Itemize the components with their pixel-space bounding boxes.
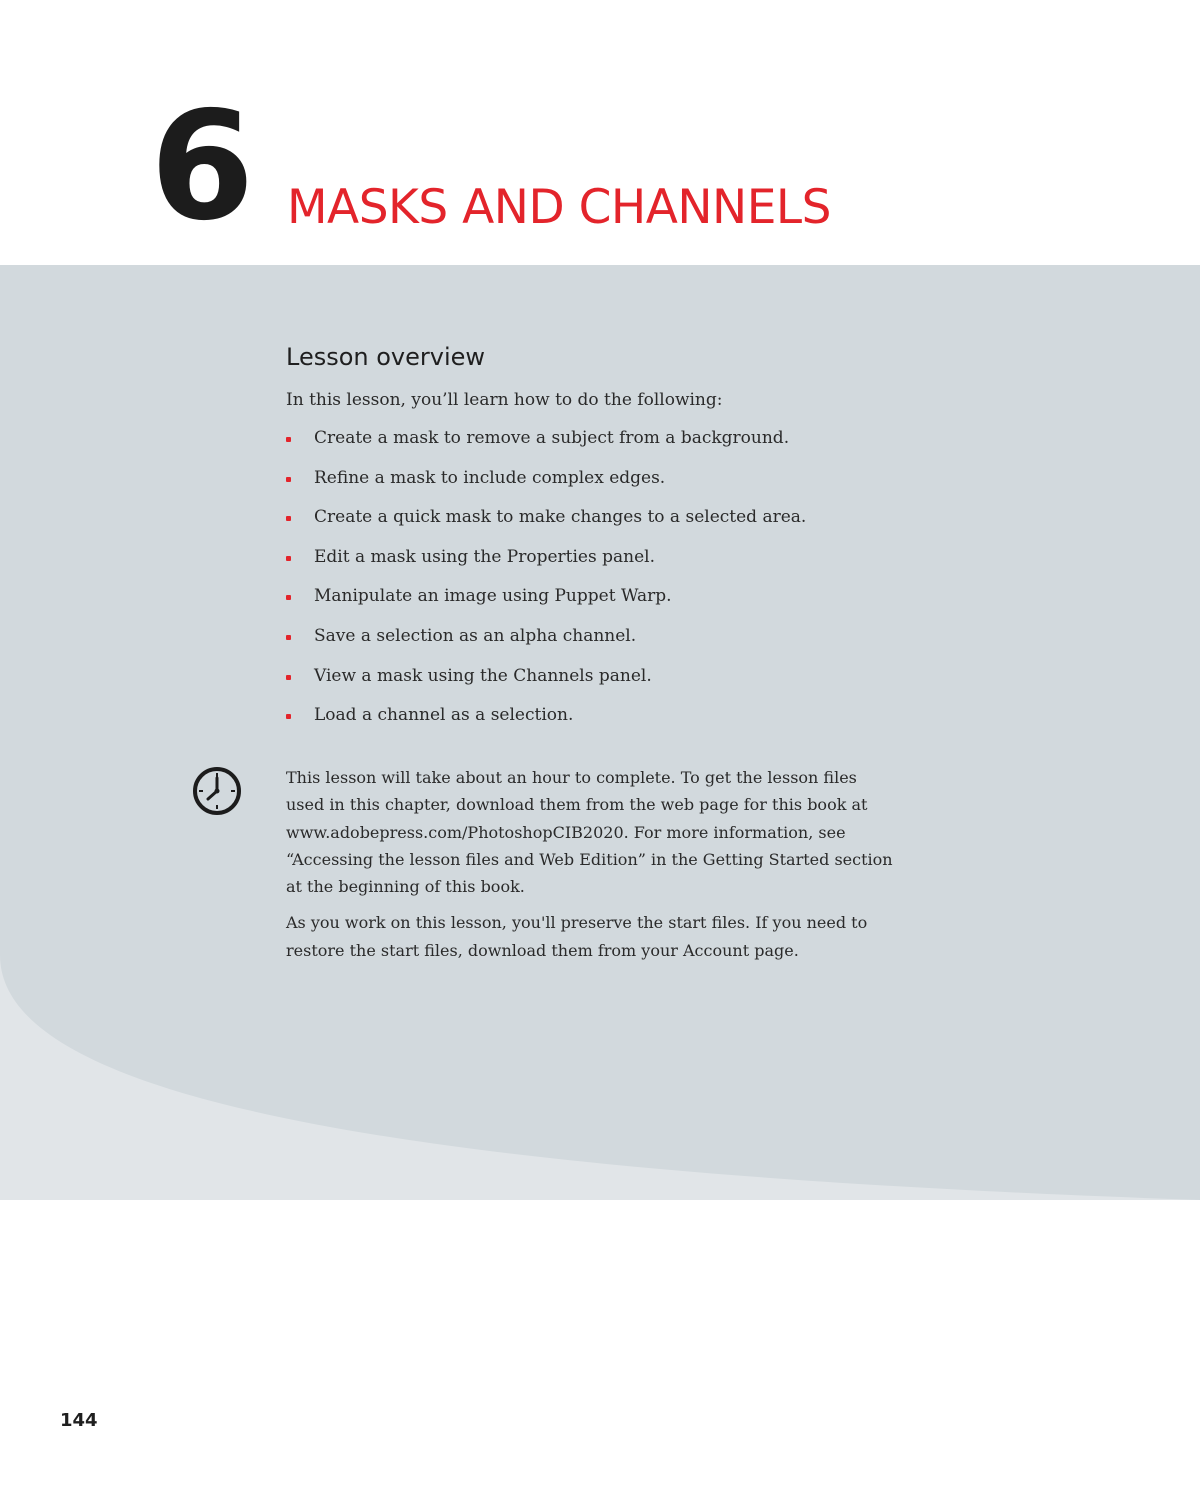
- list-item-text: Save a selection as an alpha channel.: [314, 625, 637, 646]
- bullet-icon: [286, 516, 291, 521]
- list-item-text: Refine a mask to include complex edges.: [314, 467, 666, 488]
- clock-icon: [192, 766, 242, 821]
- list-item-text: Create a quick mask to make changes to a selected area.: [314, 507, 807, 528]
- list-item-text: Edit a mask using the Properties panel.: [314, 546, 655, 567]
- lesson-note: [286, 764, 896, 973]
- bullet-icon: [286, 675, 291, 680]
- lesson-overview-heading: Lesson overview: [286, 343, 486, 371]
- objectives-list: [286, 428, 806, 745]
- list-item: [286, 705, 806, 745]
- bullet-icon: [286, 714, 291, 719]
- lesson-intro: In this lesson, you’ll learn how to do the following:: [286, 390, 723, 410]
- list-item: [286, 507, 806, 547]
- note-paragraph-files: As you work on this lesson, you'll preserve the start files. If you need to restore the start files, download them from your Account page.: [286, 913, 868, 960]
- list-item: [286, 626, 806, 666]
- list-item-text: Create a mask to remove a subject from a background.: [314, 428, 790, 448]
- chapter-number: 6: [150, 80, 251, 254]
- bullet-icon: [286, 477, 291, 482]
- list-item: [286, 547, 806, 587]
- bullet-icon: [286, 556, 291, 561]
- page-number: 144: [60, 1410, 98, 1431]
- list-item: [286, 586, 806, 626]
- list-item: [286, 666, 806, 706]
- list-item: [286, 428, 806, 468]
- chapter-title: MASKS AND CHANNELS: [287, 180, 831, 235]
- list-item-text: View a mask using the Channels panel.: [314, 665, 652, 686]
- list-item-text: Load a channel as a selection.: [314, 705, 574, 726]
- bullet-icon: [286, 635, 291, 640]
- bullet-icon: [286, 437, 291, 442]
- bullet-icon: [286, 595, 291, 600]
- list-item: [286, 468, 806, 508]
- note-paragraph-time: This lesson will take about an hour to complete. To get the lesson files used in this chapter, download them from the web page for this book at www.adobepress.com/PhotoshopCIB2020. For more information, see “Accessing the lesson files and Web Edition” in the Getting Started section at the beginning of this book.: [286, 768, 893, 897]
- list-item-text: Manipulate an image using Puppet Warp.: [314, 586, 672, 607]
